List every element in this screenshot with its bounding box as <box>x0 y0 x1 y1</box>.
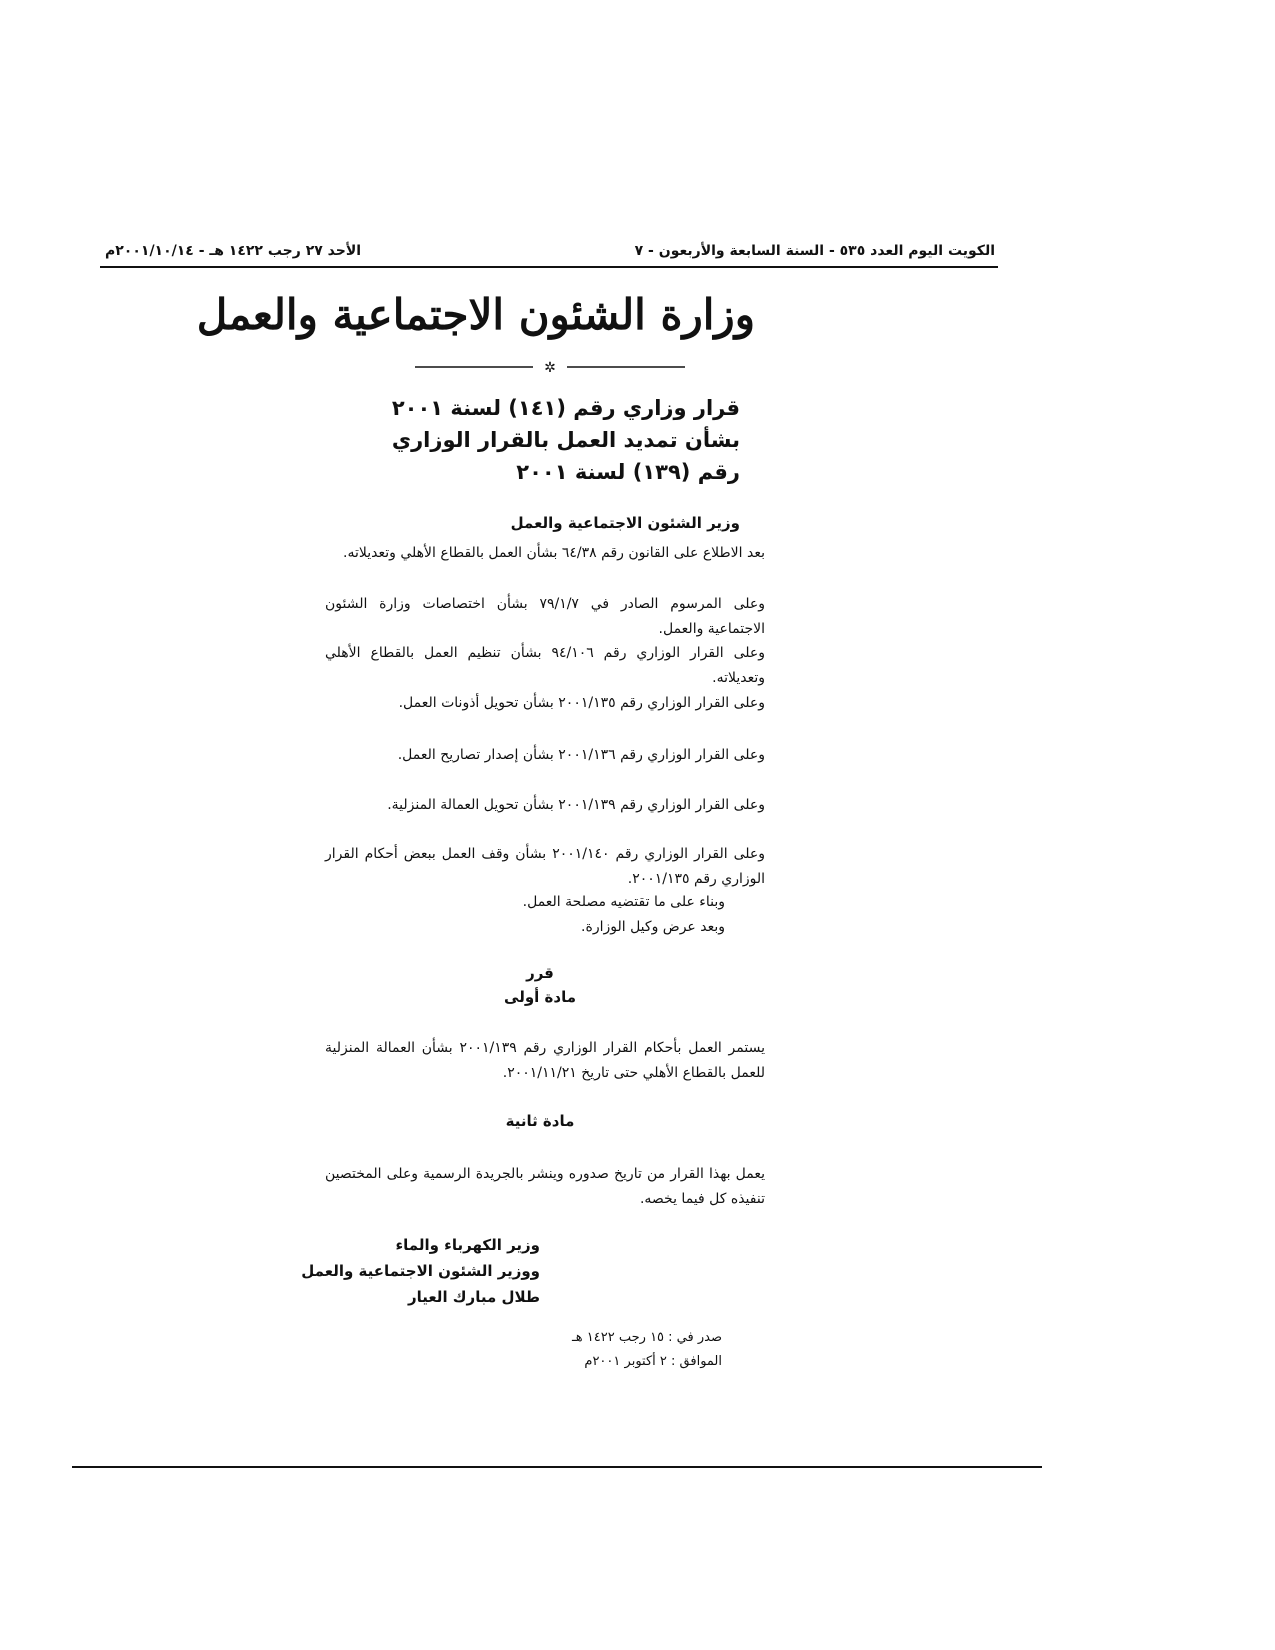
preamble-item: وعلى القرار الوزاري رقم ٢٠٠١/١٣٦ بشأن إصدار تصاريح العمل. <box>397 747 765 763</box>
article-2-title: مادة ثانية <box>505 1112 575 1130</box>
gazette-header-date: الأحد ٢٧ رجب ١٤٢٢ هـ - ٢٠٠١/١٠/١٤م <box>105 243 362 259</box>
preamble-item: وعلى القرار الوزاري رقم ٢٠٠١/١٣٩ بشأن تحويل العمالة المنزلية. <box>387 797 765 813</box>
preamble-item: وبعد عرض وكيل الوزارة. <box>581 919 725 935</box>
issued-date-hijri: صدر في : ١٥ رجب ١٤٢٢ هـ <box>571 1330 722 1345</box>
header-divider <box>100 266 998 268</box>
decision-title-line-2: بشأن تمديد العمل بالقرار الوزاري <box>391 428 740 452</box>
article-1-title: مادة أولى <box>504 988 576 1006</box>
preamble-title: وزير الشئون الاجتماعية والعمل <box>510 514 740 532</box>
svg-text:✲: ✲ <box>544 360 556 374</box>
decided-heading: قرر <box>526 964 554 982</box>
signatory-title-1: وزير الكهرباء والماء <box>395 1236 540 1254</box>
preamble-item: وعلى القرار الوزاري رقم ٢٠٠١/١٤٠ بشأن وقف العمل ببعض أحكام القرار الوزاري رقم ٢٠٠١/١٣٥. <box>325 846 765 887</box>
article-2-text: يعمل بهذا القرار من تاريخ صدوره وينشر بالجريدة الرسمية وعلى المختصين تنفيذه كل فيما يخصه. <box>325 1166 765 1207</box>
signatory-title-2: ووزير الشئون الاجتماعية والعمل <box>301 1262 540 1280</box>
preamble-item: وعلى المرسوم الصادر في ٧٩/١/٧ بشأن اختصاصات وزارة الشئون الاجتماعية والعمل. <box>325 596 765 637</box>
issued-date-gregorian: الموافق : ٢ أكتوبر ٢٠٠١م <box>584 1354 722 1369</box>
decision-title-line-1: قرار وزاري رقم (١٤١) لسنة ٢٠٠١ <box>391 396 740 420</box>
preamble-item: وعلى القرار الوزاري رقم ٩٤/١٠٦ بشأن تنظيم العمل بالقطاع الأهلي وتعديلاته. <box>325 645 765 686</box>
footer-divider <box>72 1466 1042 1468</box>
preamble-item: وعلى القرار الوزاري رقم ٢٠٠١/١٣٥ بشأن تحويل أذونات العمل. <box>398 695 765 711</box>
gazette-header-issue: الكويت اليوم العدد ٥٣٥ - السنة السابعة والأربعون - ٧ <box>634 243 995 259</box>
preamble-item: وبناء على ما تقتضيه مصلحة العمل. <box>522 894 725 910</box>
ministry-banner: وزارة الشئون الاجتماعية والعمل <box>196 290 755 339</box>
decision-title-line-3: رقم (١٣٩) لسنة ٢٠٠١ <box>516 460 740 484</box>
signatory-name: طلال مبارك العيار <box>407 1288 540 1306</box>
preamble-item: بعد الاطلاع على القانون رقم ٦٤/٣٨ بشأن العمل بالقطاع الأهلي وتعديلاته. <box>343 545 765 561</box>
article-1-text: يستمر العمل بأحكام القرار الوزاري رقم ٢٠٠١/١٣٩ بشأن العمالة المنزلية للعمل بالقطاع الأهلي حتى تاريخ ٢٠٠١/١١/٢١. <box>325 1040 765 1081</box>
ornament-divider <box>415 360 685 374</box>
